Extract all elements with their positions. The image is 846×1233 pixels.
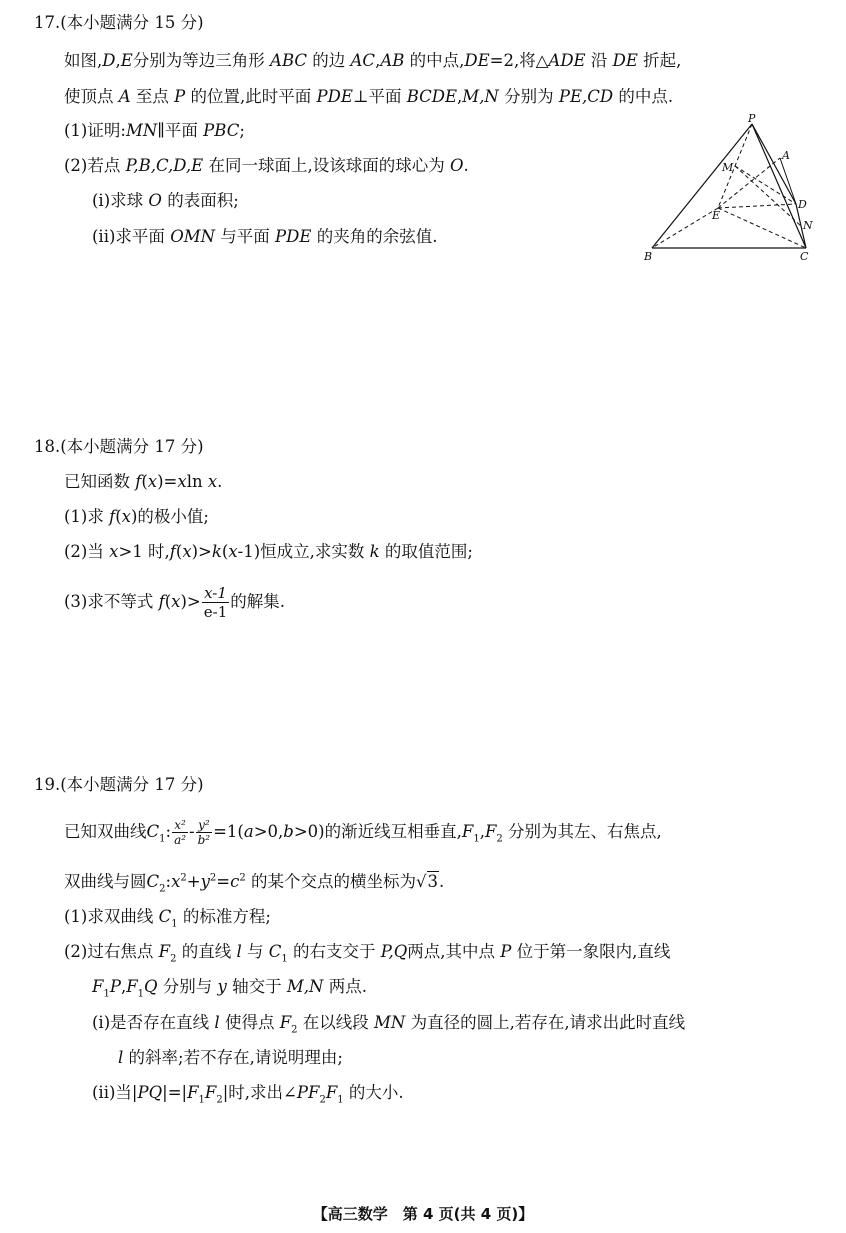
label-P: P <box>748 112 756 125</box>
page-footer: 【高三数学 第 4 页(共 4 页)】 <box>312 1205 534 1223</box>
q19-part2-i-line2: l 的斜率;若不存在,请说明理由; <box>118 1048 343 1067</box>
q19-header: 19.(本小题满分 17 分) <box>34 775 204 794</box>
q17-part2: (2)若点 P,B,C,D,E 在同一球面上,设该球面的球心为 O. <box>64 156 469 175</box>
edge-ED <box>718 204 796 208</box>
edge-PC <box>752 124 806 248</box>
q17-stem-line1: 如图,D,E分别为等边三角形 ABC 的边 AC,AB 的中点,DE=2,将△ADE 沿 DE 折起, <box>64 51 682 70</box>
q19-part2-line1: (2)过右焦点 $F_2$ 的直线 l 与 $C_1$ 的右支交于 P,Q两点,其中点 P 位于第一象限内,直线 <box>64 942 671 965</box>
q17-stem-line2: 使顶点 A 至点 P 的位置,此时平面 PDE⊥平面 BCDE,M,N 分别为 PE,CD 的中点. <box>64 87 674 106</box>
q19-stem-line2: 双曲线与圆$C_2:x^2+y^2=c^2$ 的某个交点的横坐标为√3. <box>64 872 445 895</box>
edge-PD <box>752 124 796 204</box>
label-A: A <box>782 149 790 162</box>
q19-part2-line2: $F_1P,F_1Q$ 分别与 y 轴交于 M,N 两点. <box>92 977 367 1000</box>
q18-part3: (3)求不等式 f(x)> $\frac{x-1}{e-1}$ 的解集. <box>64 584 285 621</box>
edge-EB <box>652 208 721 248</box>
q19-part1: (1)求双曲线 $C_1$ 的标准方程; <box>64 907 271 930</box>
label-D: D <box>798 198 807 211</box>
edge-MD <box>735 166 796 204</box>
edge-AD <box>780 158 796 204</box>
q18-part1: (1)求 f(x)的极小值; <box>64 507 209 526</box>
q17-part2-ii: (ii)求平面 OMN 与平面 PDE 的夹角的余弦值. <box>92 227 438 246</box>
edge-EC <box>718 208 806 248</box>
label-B: B <box>644 250 653 263</box>
q18-header: 18.(本小题满分 17 分) <box>34 437 204 456</box>
label-C: C <box>800 250 809 263</box>
label-M: M <box>722 161 734 174</box>
q17-part2-i: (i)求球 O 的表面积; <box>92 191 239 210</box>
q17-figure <box>640 112 820 264</box>
q17-header: 17.(本小题满分 15 分) <box>34 13 204 32</box>
q19-part2-i-line1: (i)是否存在直线 l 使得点 $F_2$ 在以线段 MN 为直径的圆上,若存在,请求出此时直线 <box>92 1013 686 1036</box>
q18-stem: 已知函数 f(x)=xln x. <box>64 472 223 491</box>
q17-part1: (1)证明:MN∥平面 PBC; <box>64 121 245 140</box>
label-N: N <box>803 219 813 232</box>
q19-stem-line1: 已知双曲线$C_1$: $\frac{\text{x²}}{\text{a²}}$ - $\frac{\text{y²}}{\text{b²}}$ =1(a>0,b>0)的渐近线互相垂直$,F_1,F_2$ 分别为其左、右焦点, <box>64 818 662 847</box>
q19-part2-ii: (ii)当$|PQ|=|F_1F_2|$时,求出$\angle PF_2F_1$ 的大小. <box>92 1083 404 1106</box>
label-E: E <box>712 209 721 222</box>
edge-PB <box>652 124 752 248</box>
q18-part2: (2)当 x>1 时,f(x)>k(x-1)恒成立,求实数 k 的取值范围; <box>64 542 473 561</box>
